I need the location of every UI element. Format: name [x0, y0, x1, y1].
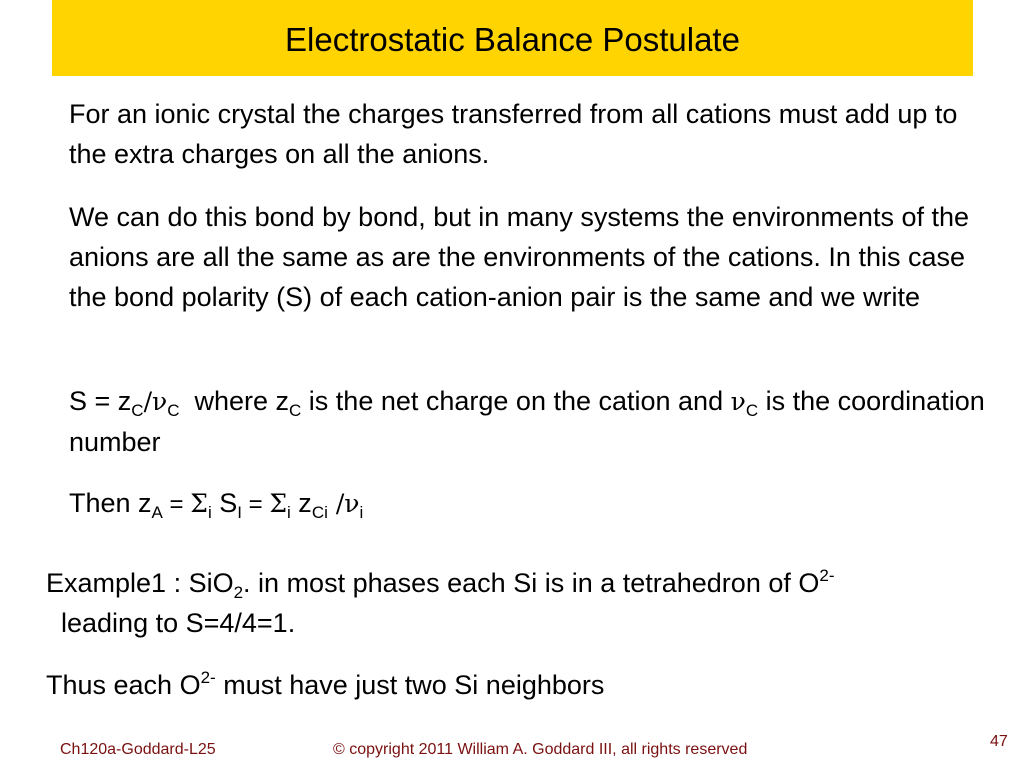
subscript: C	[167, 401, 180, 420]
subscript: C	[745, 401, 759, 420]
conclusion-text-b: must have just two Si neighbors	[215, 670, 605, 700]
subscript: A	[151, 503, 163, 522]
title-bar	[52, 0, 973, 76]
sigma-symbol: Σ	[190, 489, 208, 518]
conclusion-text-a: Thus each O	[46, 670, 201, 700]
footer-course: Ch120a-Goddard-L25	[60, 741, 216, 758]
formula-anion-charge	[69, 483, 969, 525]
subscript: i	[287, 503, 291, 522]
example-text-c: leading to S=4/4=1.	[46, 608, 296, 638]
formula-slash-nu: /ν	[143, 387, 168, 416]
example-text-a: Example1 : SiO	[46, 568, 234, 598]
equals-sign: =	[241, 491, 270, 518]
nu-symbol: ν	[730, 387, 746, 416]
formula-middle: is the net charge on the cation and	[301, 386, 731, 416]
subscript: 2	[233, 583, 244, 602]
page-number: 47	[990, 733, 1008, 750]
slide-title: Electrostatic Balance Postulate	[285, 21, 740, 58]
superscript: 2-	[200, 668, 216, 687]
equals-sign: =	[162, 491, 191, 518]
paragraph-bond-polarity: We can do this bond by bond, but in many systems the environments of the anions are all the same as are the environments of the cations. In this case the bond polarity (S) of each cation-anion pair is the same and we write	[69, 202, 970, 312]
subscript: i	[207, 503, 212, 522]
formula-tail: is the coordination number	[69, 386, 985, 457]
paragraph-charge-balance: For an ionic crystal the charges transferred from all cations must add up to the extra charges on all the anions.	[69, 99, 958, 169]
formula-z: z	[290, 488, 312, 518]
formula-bond-polarity	[69, 381, 989, 462]
formula-where: where z	[179, 386, 290, 416]
sigma-symbol: Σ	[269, 489, 288, 518]
example-text-b: . in most phases each Si is in a tetrahedron of O	[243, 568, 820, 598]
subscript: Ci	[311, 503, 328, 522]
conclusion	[46, 665, 986, 705]
formula-then: Then z	[69, 488, 152, 518]
subscript: I	[237, 503, 242, 522]
superscript: 2-	[819, 566, 835, 585]
subscript: C	[131, 401, 144, 420]
subscript: C	[289, 401, 302, 420]
example-sio2	[46, 563, 986, 643]
formula-s: S	[211, 488, 238, 518]
formula-lhs: S = z	[69, 386, 132, 416]
footer-copyright: © copyright 2011 William A. Goddard III, all rights reserved	[333, 741, 748, 758]
subscript: i	[359, 503, 364, 522]
formula-slash-nu: /ν	[327, 489, 360, 518]
